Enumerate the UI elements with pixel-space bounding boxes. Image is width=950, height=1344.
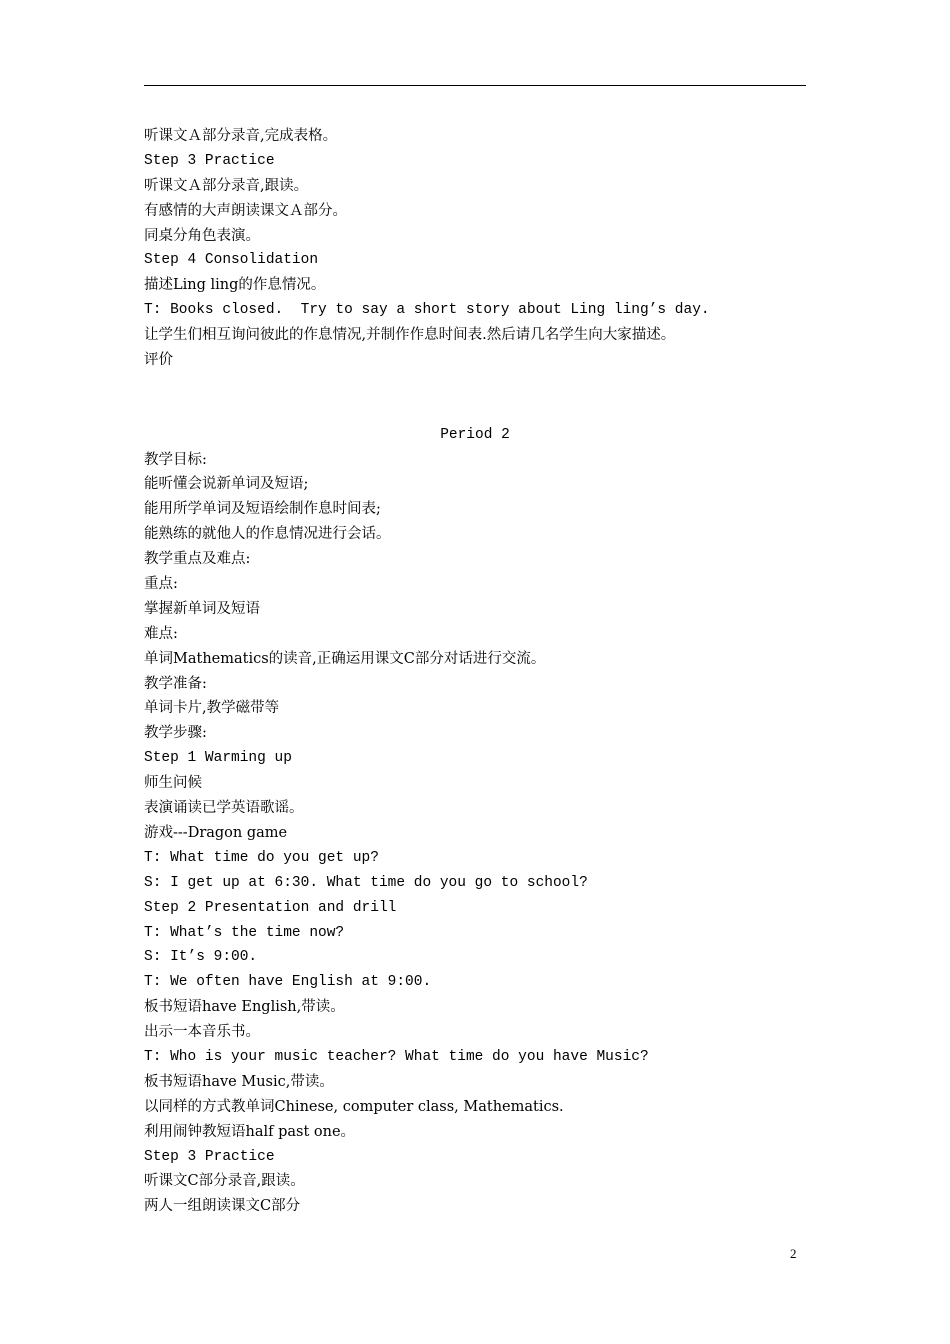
text-line: 利用闹钟教短语half past one。 bbox=[144, 1123, 356, 1140]
text-line: 听课文Ａ部分录音,跟读。 bbox=[144, 177, 309, 194]
text-line: T: What time do you get up? bbox=[144, 849, 379, 866]
text-line: Step 2 Presentation and drill bbox=[144, 899, 397, 916]
text-line: 能听懂会说新单词及短语; bbox=[144, 476, 309, 493]
text-line: Step 3 Practice bbox=[144, 1148, 275, 1165]
header-rule bbox=[144, 85, 806, 86]
text-line: 单词卡片,教学磁带等 bbox=[144, 700, 280, 717]
text-line: 教学重点及难点: bbox=[144, 551, 251, 568]
text-line: 师生问候 bbox=[144, 775, 202, 792]
text-line: T: What’s the time now? bbox=[144, 924, 345, 941]
text-line: T: We often have English at 9:00. bbox=[144, 974, 432, 991]
blank-line bbox=[144, 398, 806, 423]
section-heading: Period 2 bbox=[440, 426, 510, 443]
text-line: 听课文C部分录音,跟读。 bbox=[144, 1173, 305, 1190]
text-line: 能熟练的就他人的作息情况进行会话。 bbox=[144, 526, 391, 543]
text-line: 教学目标: bbox=[144, 451, 207, 468]
text-line: T: Who is your music teacher? What time do you have Music? bbox=[144, 1048, 649, 1065]
text-line: 描述Ling ling的作息情况。 bbox=[144, 277, 326, 294]
text-line: 能用所学单词及短语绘制作息时间表; bbox=[144, 501, 381, 518]
text-line: 游戏---Dragon game bbox=[144, 824, 288, 841]
text-line: 评价 bbox=[144, 352, 173, 369]
text-line: 两人一组朗读课文C部分 bbox=[144, 1198, 301, 1215]
text-line: T: Books closed. Try to say a short story about Ling ling’s day. bbox=[144, 302, 710, 319]
text-line: 同桌分角色表演。 bbox=[144, 227, 260, 244]
text-line: 出示一本音乐书。 bbox=[144, 1024, 260, 1041]
text-line: 让学生们相互询问彼此的作息情况,并制作作息时间表.然后请几名学生向大家描述。 bbox=[144, 327, 676, 344]
text-line: Step 3 Practice bbox=[144, 152, 275, 169]
text-line: 听课文Ａ部分录音,完成表格。 bbox=[144, 128, 338, 144]
text-line: 表演诵读已学英语歌谣。 bbox=[144, 800, 304, 817]
text-line: 板书短语have English,带读。 bbox=[144, 999, 345, 1016]
text-line: Step 4 Consolidation bbox=[144, 252, 319, 269]
text-line: S: It’s 9:00. bbox=[144, 949, 258, 966]
text-line: 掌握新单词及短语 bbox=[144, 600, 260, 617]
text-line: S: I get up at 6:30. What time do you go to school? bbox=[144, 874, 588, 891]
document-body bbox=[144, 124, 806, 1219]
text-line: 有感情的大声朗读课文Ａ部分。 bbox=[144, 202, 347, 219]
text-line: 以同样的方式教单词Chinese, computer class, Mathematics. bbox=[144, 1098, 564, 1115]
text-line: 单词Mathematics的读音,正确运用课文C部分对话进行交流。 bbox=[144, 650, 546, 667]
page-number: 2 bbox=[790, 1246, 797, 1261]
text-line: 板书短语have Music,带读。 bbox=[144, 1073, 334, 1090]
text-line: 难点: bbox=[144, 625, 178, 642]
text-line: 教学步骤: bbox=[144, 725, 207, 742]
text-line: 教学准备: bbox=[144, 675, 207, 692]
text-line: Step 1 Warming up bbox=[144, 750, 292, 767]
text-line: 重点: bbox=[144, 576, 178, 593]
blank-line bbox=[144, 373, 806, 398]
